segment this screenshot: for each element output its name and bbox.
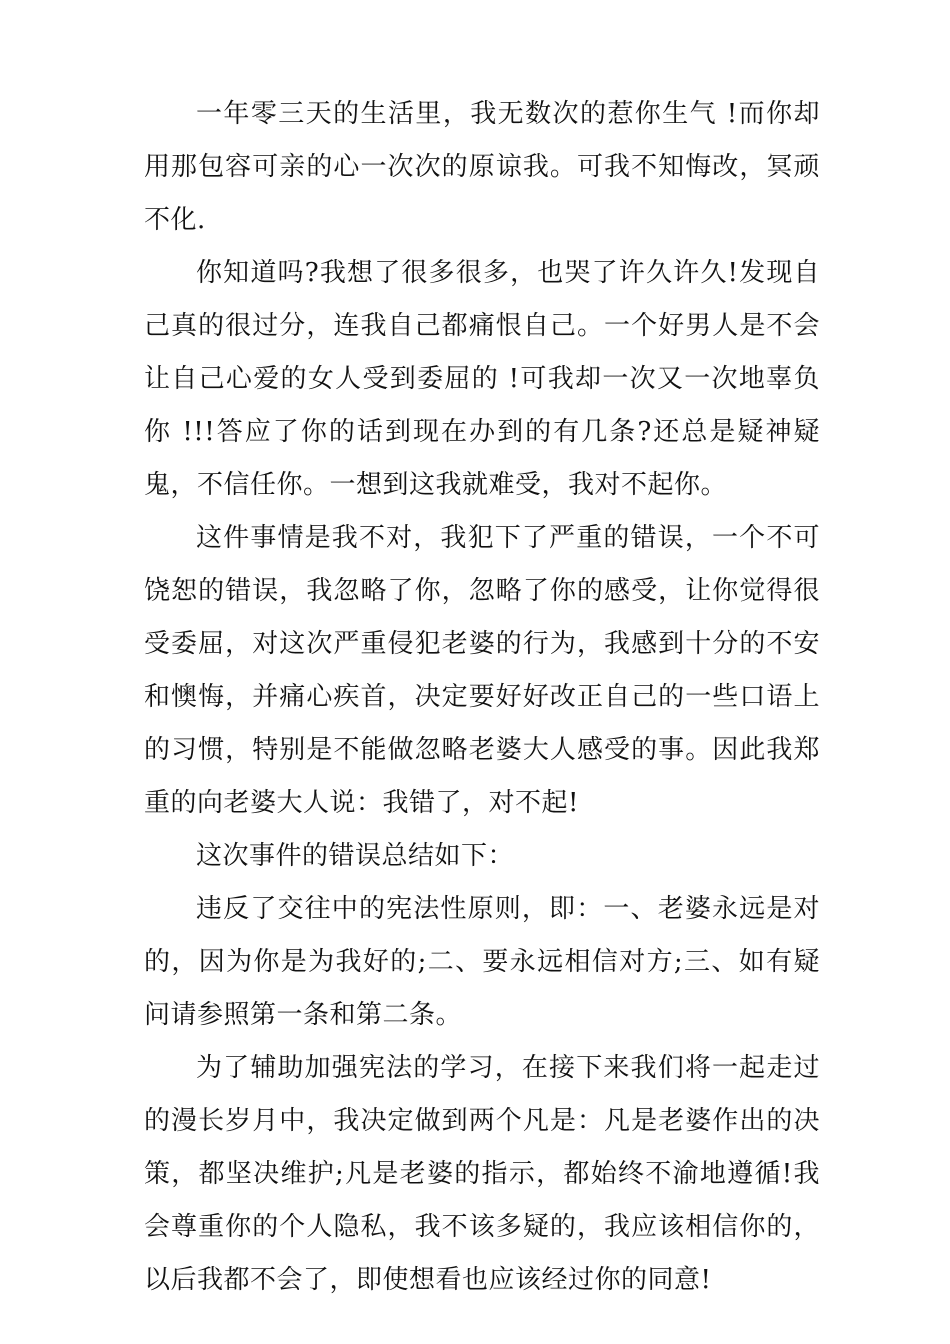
document-body — [144, 88, 820, 1307]
paragraph: 一年零三天的生活里，我无数次的惹你生气 !而你却用那包容可亲的心一次次的原谅我。可我不知悔改，冥顽不化. — [144, 99, 820, 235]
paragraph: 违反了交往中的宪法性原则，即：一、老婆永远是对的，因为你是为我好的;二、要永远相信对方;三、如有疑问请参照第一条和第二条。 — [144, 894, 820, 1030]
paragraph: 这次事件的错误总结如下： — [196, 841, 515, 871]
paragraph: 这件事情是我不对，我犯下了严重的错误，一个不可饶恕的错误，我忽略了你，忽略了你的感受，让你觉得很受委屈，对这次严重侵犯老婆的行为，我感到十分的不安和懊悔，并痛心疾首，决定要好好改正自己的一些口语上的习惯，特别是不能做忽略老婆大人感受的事。因此我郑重的向老婆大人说：我错了，对不起! — [144, 523, 820, 818]
paragraph: 为了辅助加强宪法的学习，在接下来我们将一起走过的漫长岁月中，我决定做到两个凡是：凡是老婆作出的决策，都坚决维护;凡是老婆的指示，都始终不渝地遵循!我会尊重你的个人隐私，我不该多疑的，我应该相信你的，以后我都不会了，即使想看也应该经过你的同意! — [144, 1053, 820, 1295]
paragraph: 你知道吗?我想了很多很多，也哭了许久许久!发现自己真的很过分，连我自己都痛恨自己。一个好男人是不会让自己心爱的女人受到委屈的 !可我却一次又一次地辜负你 !!!答应了你的话到现在办到的有几条?还总是疑神疑鬼，不信任你。一想到这我就难受，我对不起你。 — [144, 258, 820, 500]
